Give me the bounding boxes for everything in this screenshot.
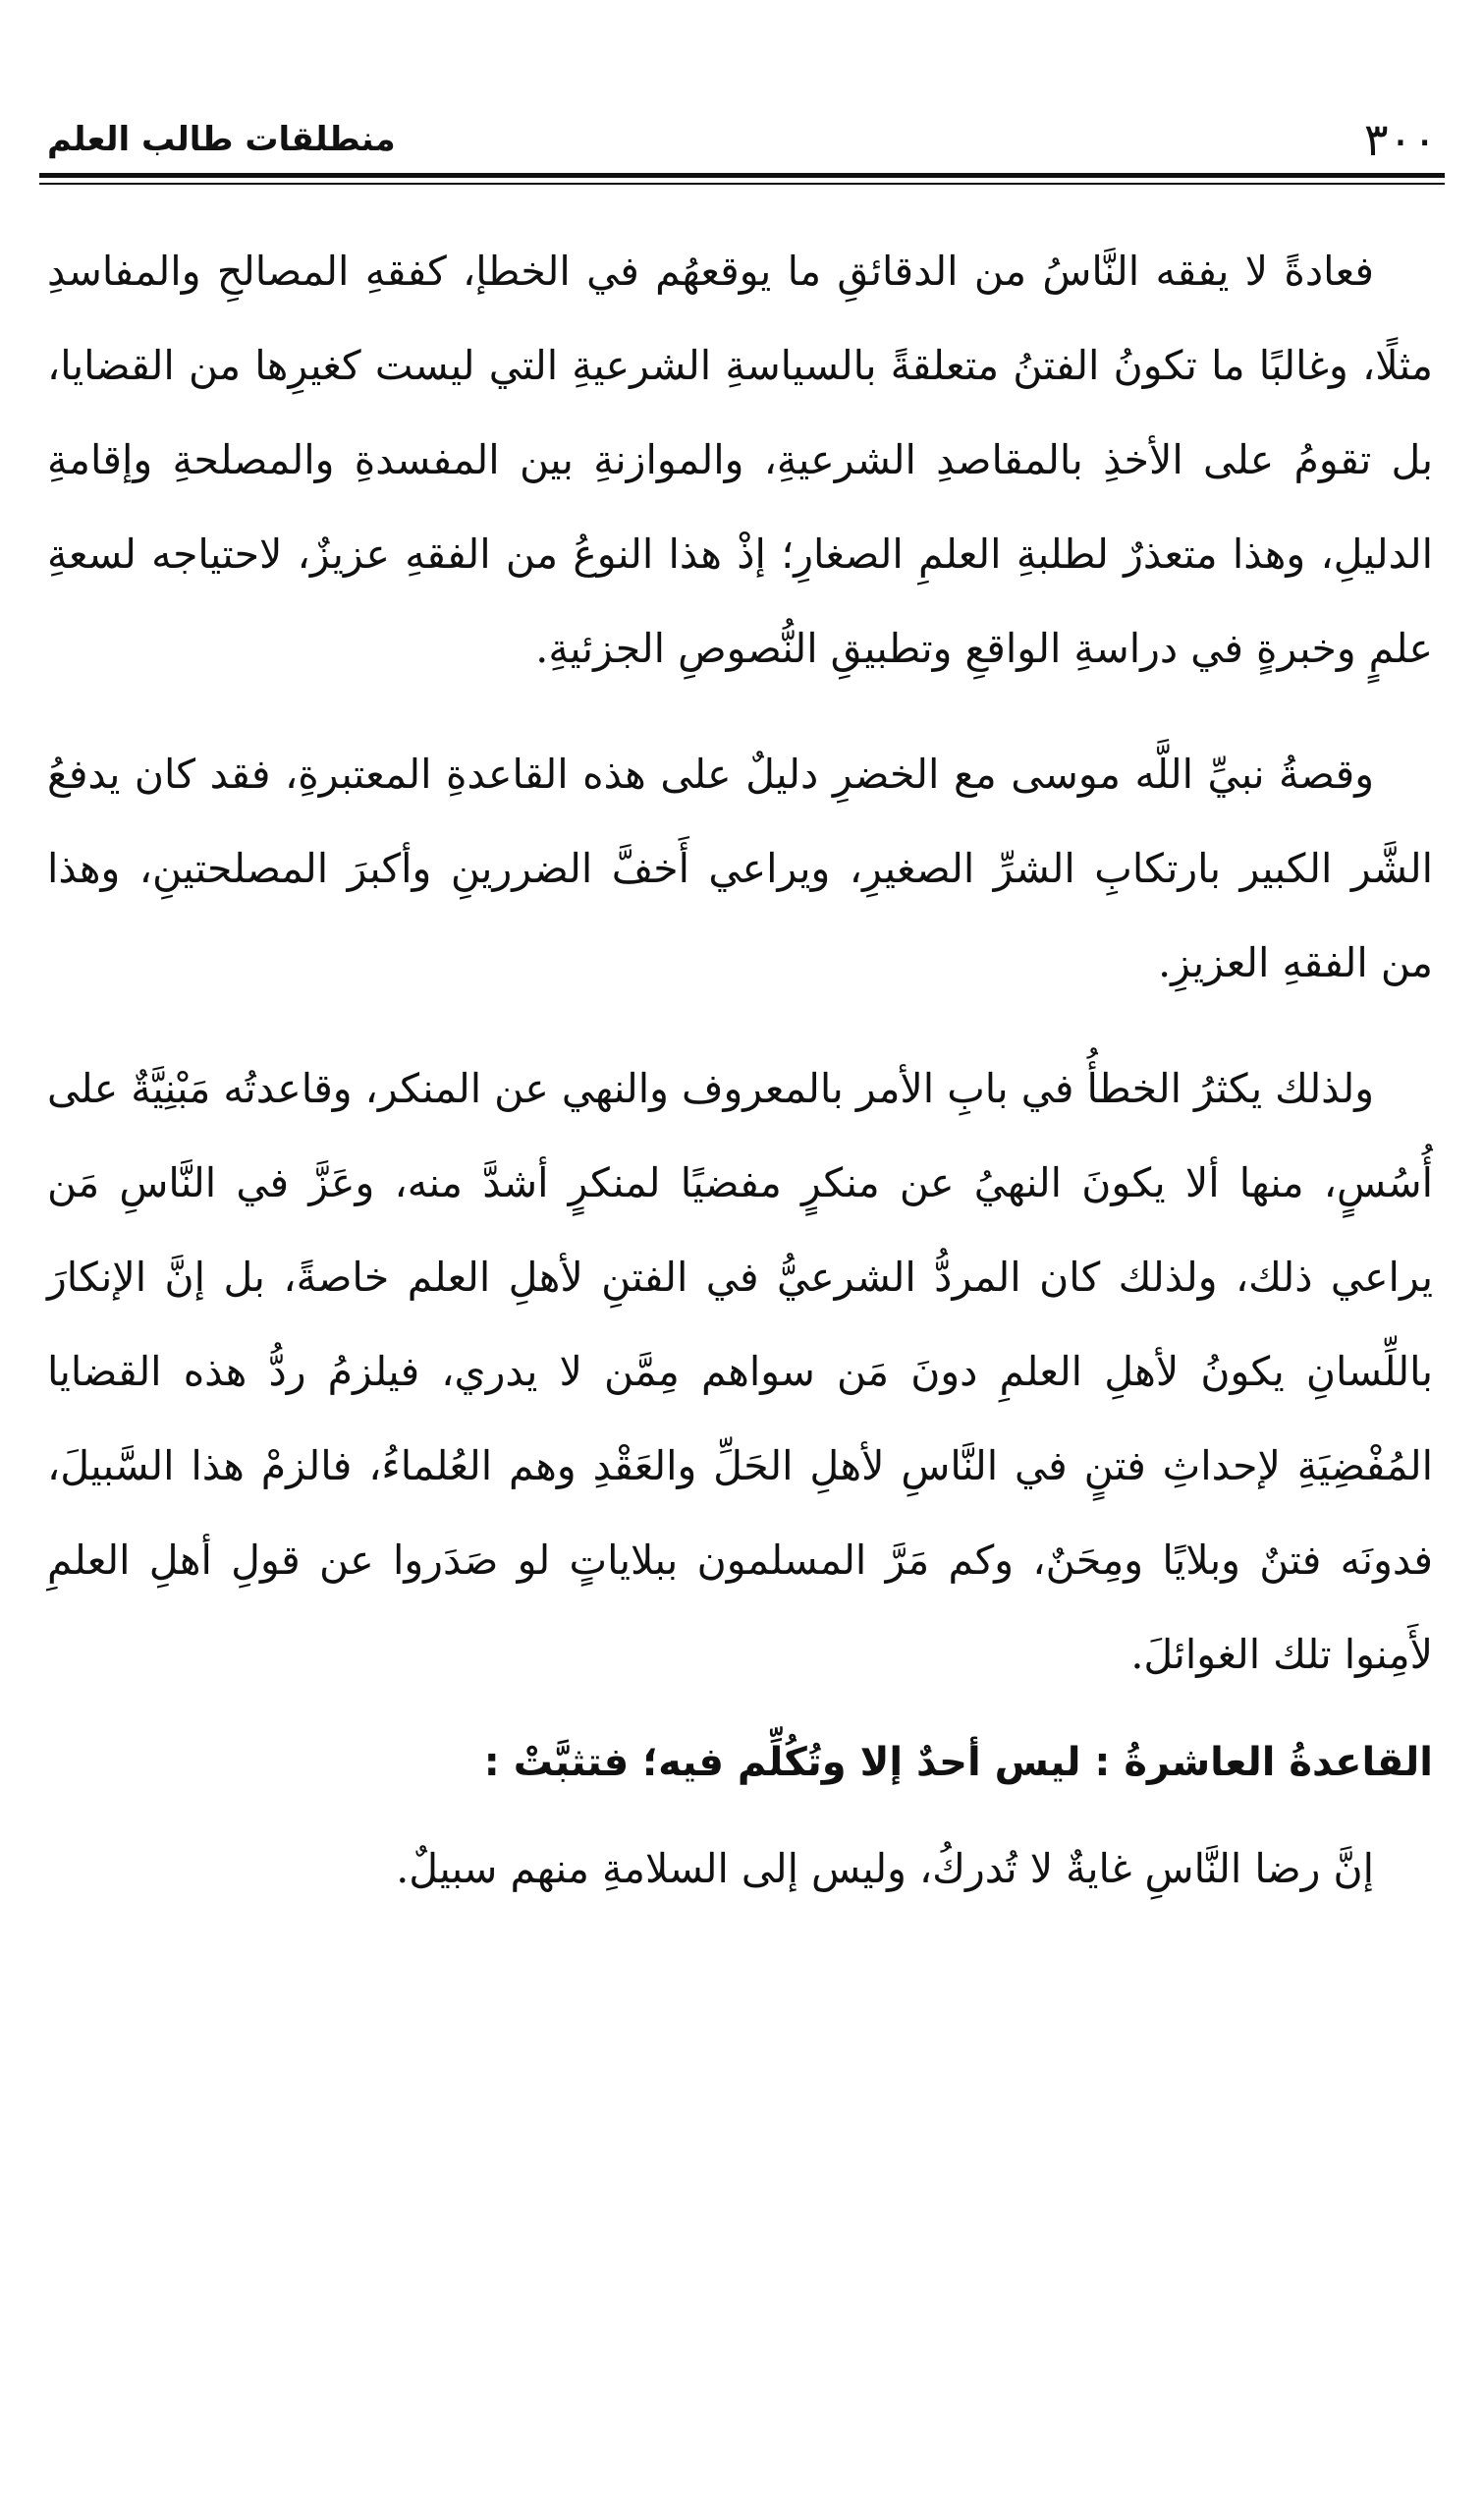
paragraph-2: وقصةُ نبيِّ اللَّه موسى مع الخضرِ دليلٌ على هذه القاعدةِ المعتبرةِ، فقد كان يدفعُ الشَّر الكبير بارتكابِ الشرِّ الصغيرِ، ويراعي أَخفَّ الضررينِ وأكبرَ المصلحتينِ، وهذا من الفقهِ العزيزِ.: [47, 751, 1433, 986]
paragraph-4: إنَّ رضا النَّاسِ غايةٌ لا تُدركُ، وليس إلى السلامةِ منهم سبيلٌ.: [396, 1845, 1374, 1892]
page-body: [47, 224, 1433, 1916]
running-title: منطلقات طالب العلم: [47, 120, 396, 159]
header-rule-thin: [39, 183, 1445, 185]
paragraph-1: فعادةً لا يفقه النَّاسُ من الدقائقِ ما يوقعهُم في الخطإ، كفقهِ المصالحِ والمفاسدِ مثلًا، وغالبًا ما تكونُ الفتنُ متعلقةً بالسياسةِ الشرعيةِ التي ليست كغيرِها من القضايا، بل تقومُ على الأخذِ بالمقاصدِ الشرعيةِ، والموازنةِ بين المفسدةِ والمصلحةِ وإقامةِ الدليلِ، وهذا متعذرٌ لطلبةِ العلمِ الصغارِ؛ إذْ هذا النوعُ من الفقهِ عزيزٌ، لاحتياجه لسعةِ علمٍ وخبرةٍ في دراسةِ الواقعِ وتطبيقِ النُّصوصِ الجزئيةِ.: [47, 248, 1433, 672]
page-number: ٣٠٠: [1363, 113, 1437, 166]
paragraph-3: ولذلك يكثرُ الخطأُ في بابِ الأمر بالمعروف والنهي عن المنكر، وقاعدتُه مَبْنِيَّةٌ على أُسُسٍ، منها ألا يكونَ النهيُ عن منكرٍ مفضيًا لمنكرٍ أشدَّ منه، وعَزَّ في النَّاسِ مَن يراعي ذلك، ولذلك كان المردُّ الشرعيُّ في الفتنِ لأهلِ العلم خاصةً، بل إنَّ الإنكارَ باللِّسانِ يكونُ لأهلِ العلمِ دونَ مَن سواهم مِمَّن لا يدري، فيلزمُ ردُّ هذه القضايا المُفْضِيَةِ لإحداثِ فتنٍ في النَّاسِ لأهلِ الحَلِّ والعَقْدِ وهم العُلماءُ، فالزمْ هذا السَّبيلَ، فدونَه فتنٌ وبلايًا ومِحَنٌ، وكم مَرَّ المسلمون ببلاياتٍ لو صَدَروا عن قولِ أهلِ العلمِ لأَمِنوا تلك الغوائلَ.: [47, 1065, 1433, 1678]
rule-heading: القاعدةُ العاشرةُ : ليس أحدٌ إلا وتُكُلِّم فيه؛ فتثبَّتْ :: [483, 1740, 1433, 1785]
page-header: [47, 90, 1437, 169]
header-rule-thick: [39, 173, 1445, 178]
